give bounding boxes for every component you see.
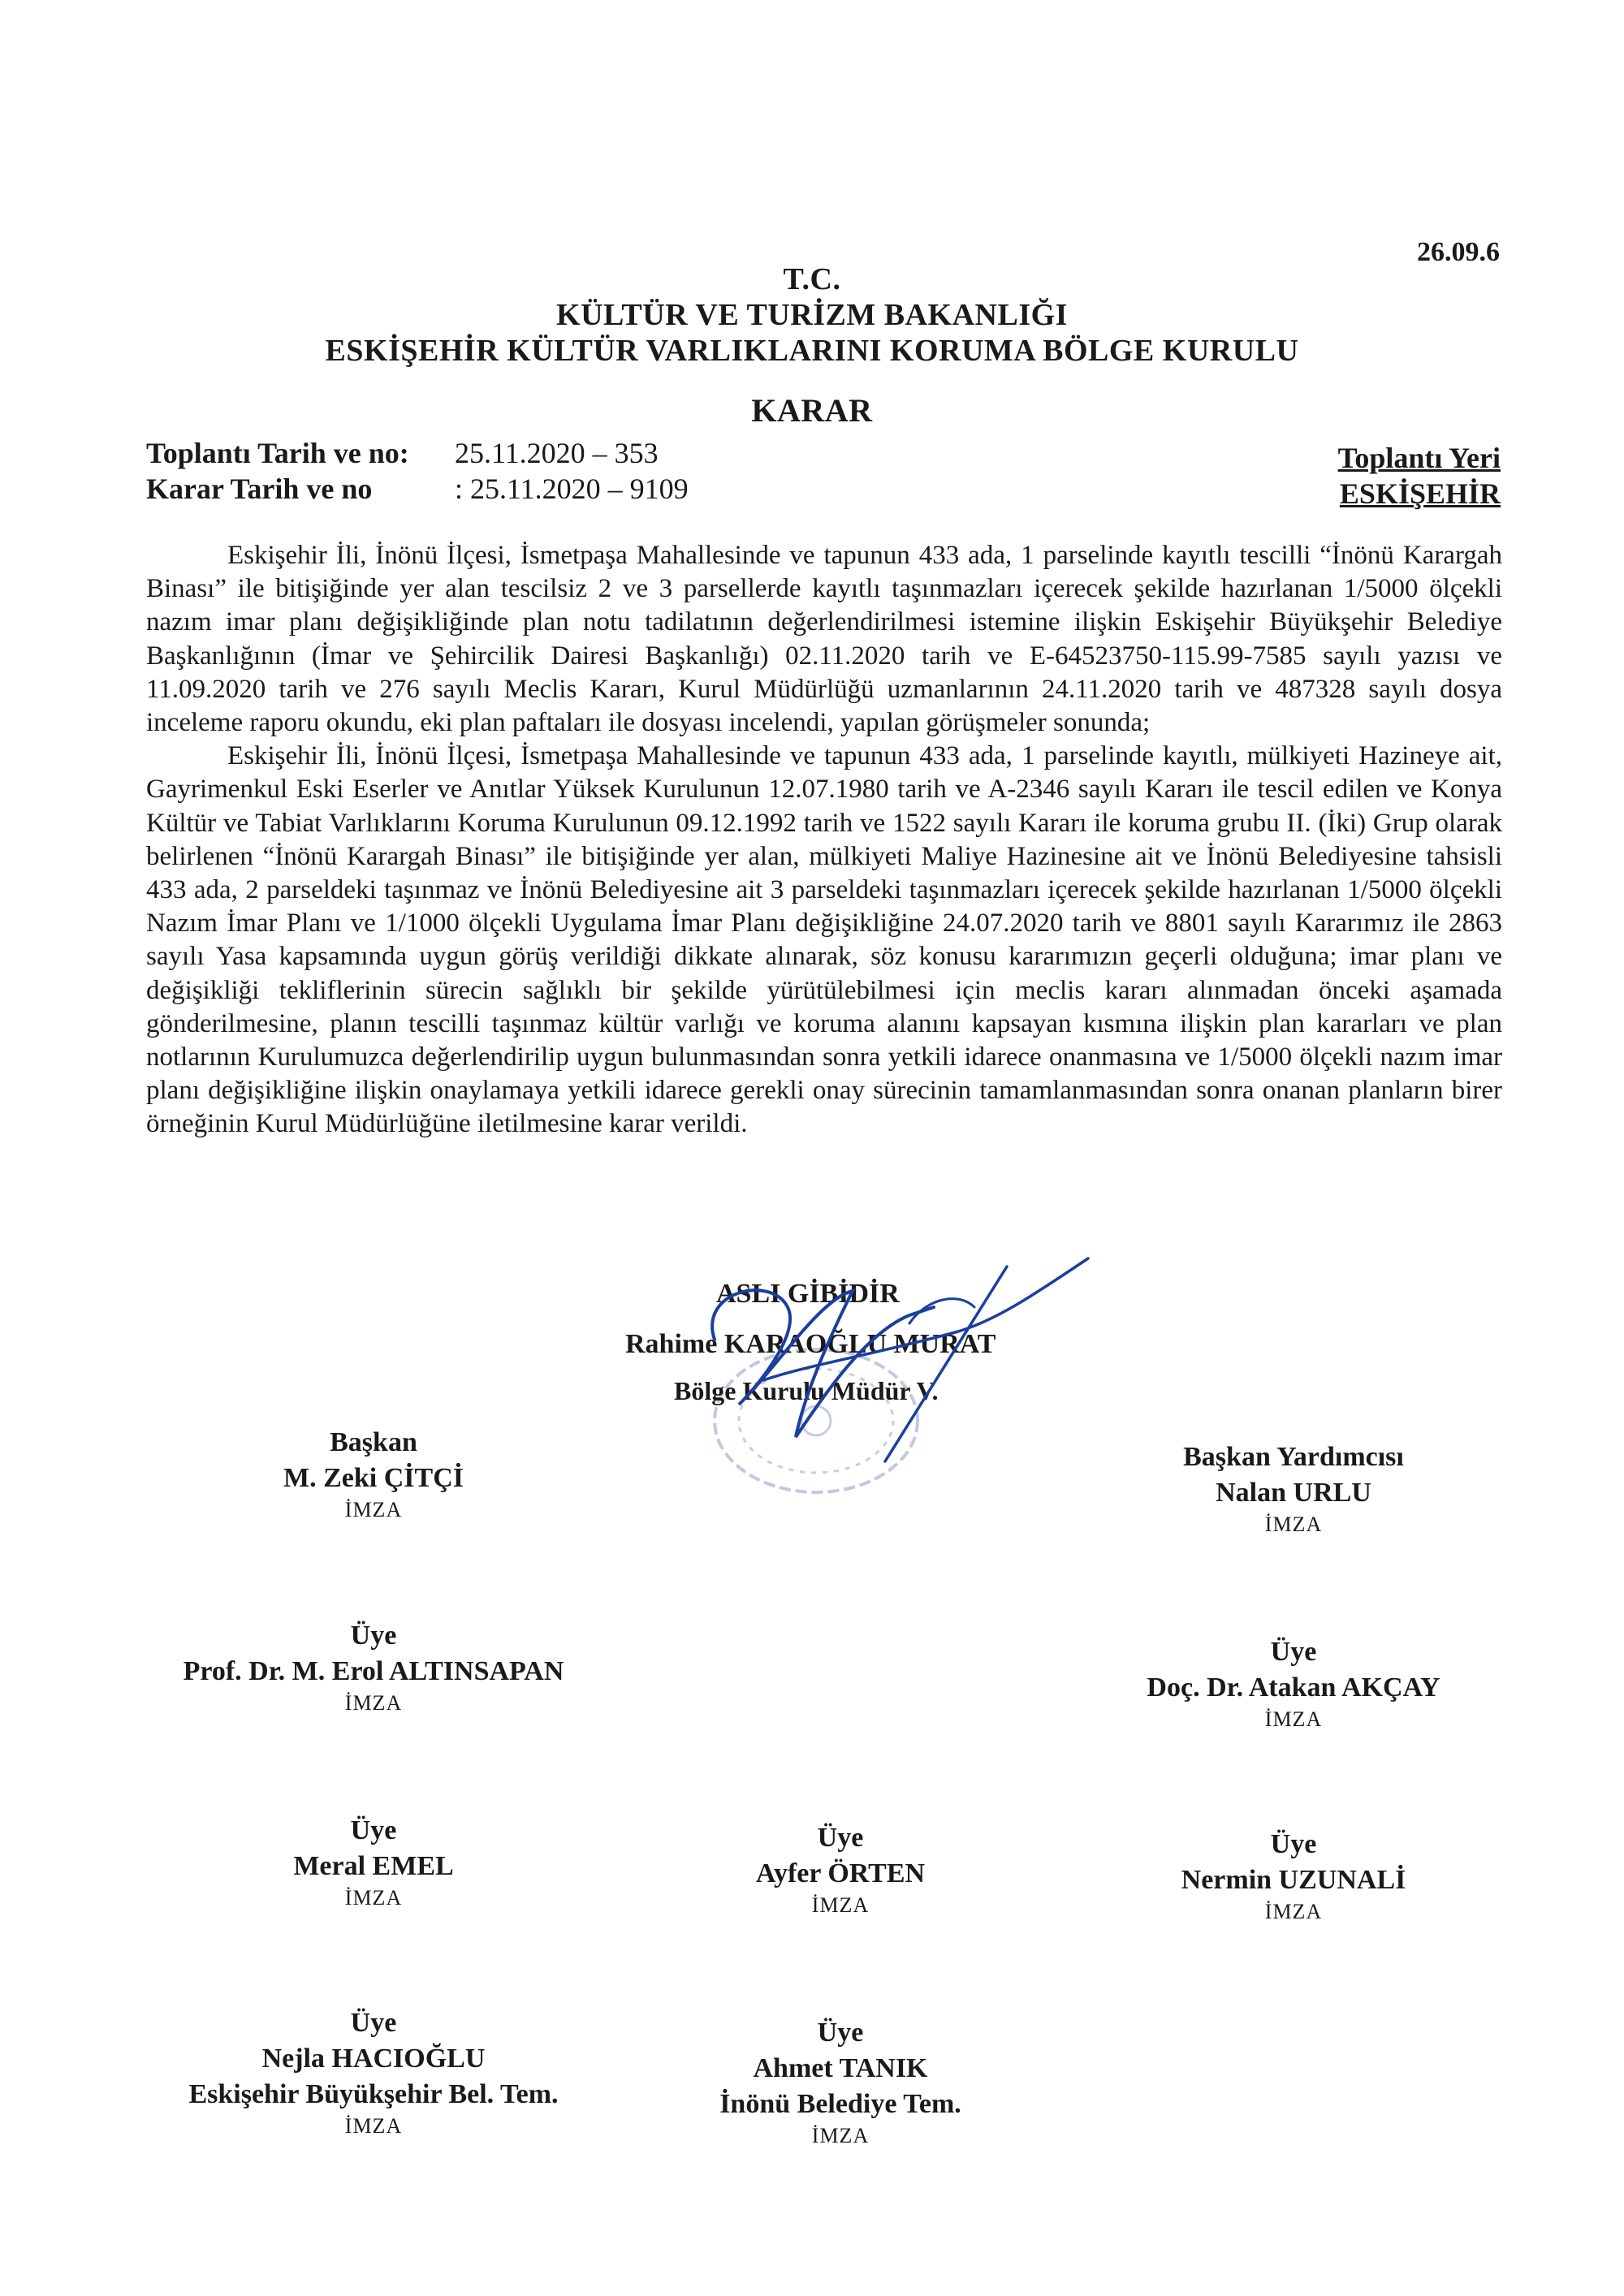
attestation-name: Rahime KARAOĞLU MURAT bbox=[625, 1329, 996, 1359]
header-ministry: KÜLTÜR VE TURİZM BAKANLIĞI bbox=[556, 298, 1068, 332]
signatory-chairman bbox=[89, 1425, 658, 1524]
signatory-member-1 bbox=[89, 1618, 658, 1717]
signature-placeholder: İMZA bbox=[1264, 1707, 1323, 1731]
attestation-title: Bölge Kurulu Müdür V. bbox=[674, 1376, 939, 1405]
signatory-role: Üye bbox=[817, 2018, 864, 2048]
signatory-vice-chairman bbox=[1009, 1439, 1578, 1539]
document-title: KARAR bbox=[751, 392, 873, 429]
header-board: ESKİŞEHİR KÜLTÜR VARLIKLARINI KORUMA BÖLGE KURULU bbox=[325, 334, 1299, 368]
signature-placeholder: İMZA bbox=[811, 1893, 870, 1917]
signatory-role: Üye bbox=[350, 2008, 397, 2038]
signatory-name: Ayfer ÖRTEN bbox=[755, 1858, 926, 1888]
signatory-member-2 bbox=[1009, 1634, 1578, 1733]
meeting-place-label: Toplantı Yeri bbox=[1337, 442, 1501, 474]
signatory-name: Doç. Dr. Atakan AKÇAY bbox=[1147, 1672, 1440, 1703]
signatory-role: Üye bbox=[350, 1815, 397, 1845]
signatory-name: Prof. Dr. M. Erol ALTINSAPAN bbox=[183, 1656, 564, 1686]
signatory-name: Nejla HACIOĞLU bbox=[261, 2044, 486, 2074]
certified-copy-stamp: ASLI GİBİDİR bbox=[716, 1279, 900, 1309]
body-paragraph-2: Eskişehir İli, İnönü İlçesi, İsmetpaşa Mahallesinde ve tapunun 433 ada, 1 parselinde kayıtlı, mülkiyeti Hazineye ait, Gayrimenkul Eski Eserler ve Anıtlar Yüksek Kurulunun 12.07.1980 tarih ve A-2346 sayılı Kararı ile tescil edilen ve Konya Kültür ve Tabiat Varlıklarını Koruma Kurulunun 09.12.1992 tarih ve 1522 sayılı Kararı ile koruma grubu II. (İki) Grup olarak belirlenen “İnönü Karargah Binası” ile bitişiğinde yer alan, mülkiyeti Maliye Hazinesine ait ve İnönü Belediyesine tahsisli 433 ada, 2 parseldeki taşınmaz ve İnönü Belediyesine ait 3 parseldeki taşınmazları içerecek şekilde hazırlanan 1/5000 ölçekli Nazım İmar Planı ve 1/1000 ölçekli Uygulama İmar Planı değişikliğine 24.07.2020 tarih ve 8801 sayılı Kararımız ile 2863 sayılı Yasa kapsamında uygun görüş verildiği dikkate alınarak, söz konusu kararımızın geçerli olduğuna; imar planı ve değişikliği tekliflerinin sürecin sağlıklı bir şekilde yürütülebilmesi için meclis kararı alınmadan önceki aşamada gönderilmesine, planın tescilli taşınmaz kültür varlığı ve koruma alanını kapsayan kısmına ilişkin plan kararları ve plan notlarının Kurulumuzca değerlendirilip uygun bulunmasından sonra yetkili idarece onanmasına ve 1/5000 ölçekli nazım imar planı değişikliğine ilişkin onaylamaya yetkili idarece gerekli onay sürecinin tamamlanmasından sonra onanan planların birer örneğinin Kurul Müdürlüğüne iletilmesine karar verildi. bbox=[146, 741, 1502, 1139]
signatory-role: Üye bbox=[1270, 1829, 1317, 1859]
signature-placeholder: İMZA bbox=[344, 1498, 403, 1521]
signatory-name: Meral EMEL bbox=[293, 1851, 454, 1881]
signatory-member-5 bbox=[1009, 1827, 1578, 1926]
signatory-role: Üye bbox=[1270, 1637, 1317, 1667]
signatory-name: Nalan URLU bbox=[1216, 1478, 1371, 1508]
meeting-info bbox=[146, 435, 689, 507]
signature-placeholder: İMZA bbox=[344, 1691, 403, 1715]
meeting-date-value: 25.11.2020 – 353 bbox=[455, 437, 659, 469]
signatory-name: M. Zeki ÇİTÇİ bbox=[283, 1463, 464, 1493]
body-paragraph-1: Eskişehir İli, İnönü İlçesi, İsmetpaşa Mahallesinde ve tapunun 433 ada, 1 parselinde kayıtlı tescilli “İnönü Karargah Binası” ile bitişiğinde yer alan tescilsiz 2 ve 3 parsellerde kayıtlı taşınmazları içerecek şekilde hazırlanan 1/5000 ölçekli nazım imar planı değişikliğinde plan notu tadilatının değerlendirilmesi istemine ilişkin Eskişehir Büyükşehir Belediye Başkanlığının (İmar ve Şehircilik Dairesi Başkanlığı) 02.11.2020 tarih ve E-64523750-115.99-7585 sayılı yazısı ve 11.09.2020 tarih ve 276 sayılı Meclis Kararı, Kurul Müdürlüğü uzmanlarının 24.11.2020 tarih ve 487328 sayılı dosya inceleme raporu okundu, eki plan paftaları ile dosyası incelendi, yapılan görüşmeler sonunda; bbox=[146, 541, 1502, 738]
signatory-affiliation: Eskişehir Büyükşehir Bel. Tem. bbox=[188, 2079, 559, 2109]
document-code: 26.09.6 bbox=[1417, 237, 1500, 267]
signatory-role: Üye bbox=[817, 1823, 864, 1853]
signatory-role: Başkan Yardımcısı bbox=[1183, 1442, 1404, 1472]
signatory-affiliation: İnönü Belediye Tem. bbox=[719, 2089, 961, 2119]
signatory-member-7 bbox=[556, 2015, 1125, 2150]
decision-body bbox=[146, 539, 1502, 1142]
document-header bbox=[0, 261, 1624, 429]
signature-placeholder: İMZA bbox=[344, 1886, 403, 1910]
signature-placeholder: İMZA bbox=[344, 2114, 403, 2138]
header-tc: T.C. bbox=[783, 262, 841, 296]
meeting-date-row bbox=[146, 435, 689, 471]
meeting-date-label: Toplantı Tarih ve no: bbox=[146, 437, 409, 469]
decision-date-label: Karar Tarih ve no bbox=[146, 473, 373, 505]
decision-date-value: : 25.11.2020 – 9109 bbox=[455, 473, 689, 505]
decision-date-row bbox=[146, 471, 689, 507]
signatory-role: Üye bbox=[350, 1621, 397, 1651]
signatory-role: Başkan bbox=[330, 1427, 417, 1457]
signature-placeholder: İMZA bbox=[1264, 1513, 1323, 1536]
signature-placeholder: İMZA bbox=[811, 2124, 870, 2147]
signatory-name: Nermin UZUNALİ bbox=[1181, 1865, 1406, 1895]
signatory-name: Ahmet TANIK bbox=[753, 2053, 928, 2083]
signature-placeholder: İMZA bbox=[1264, 1900, 1323, 1923]
meeting-place bbox=[1338, 440, 1501, 511]
meeting-place-value: ESKİŞEHİR bbox=[1339, 477, 1501, 510]
